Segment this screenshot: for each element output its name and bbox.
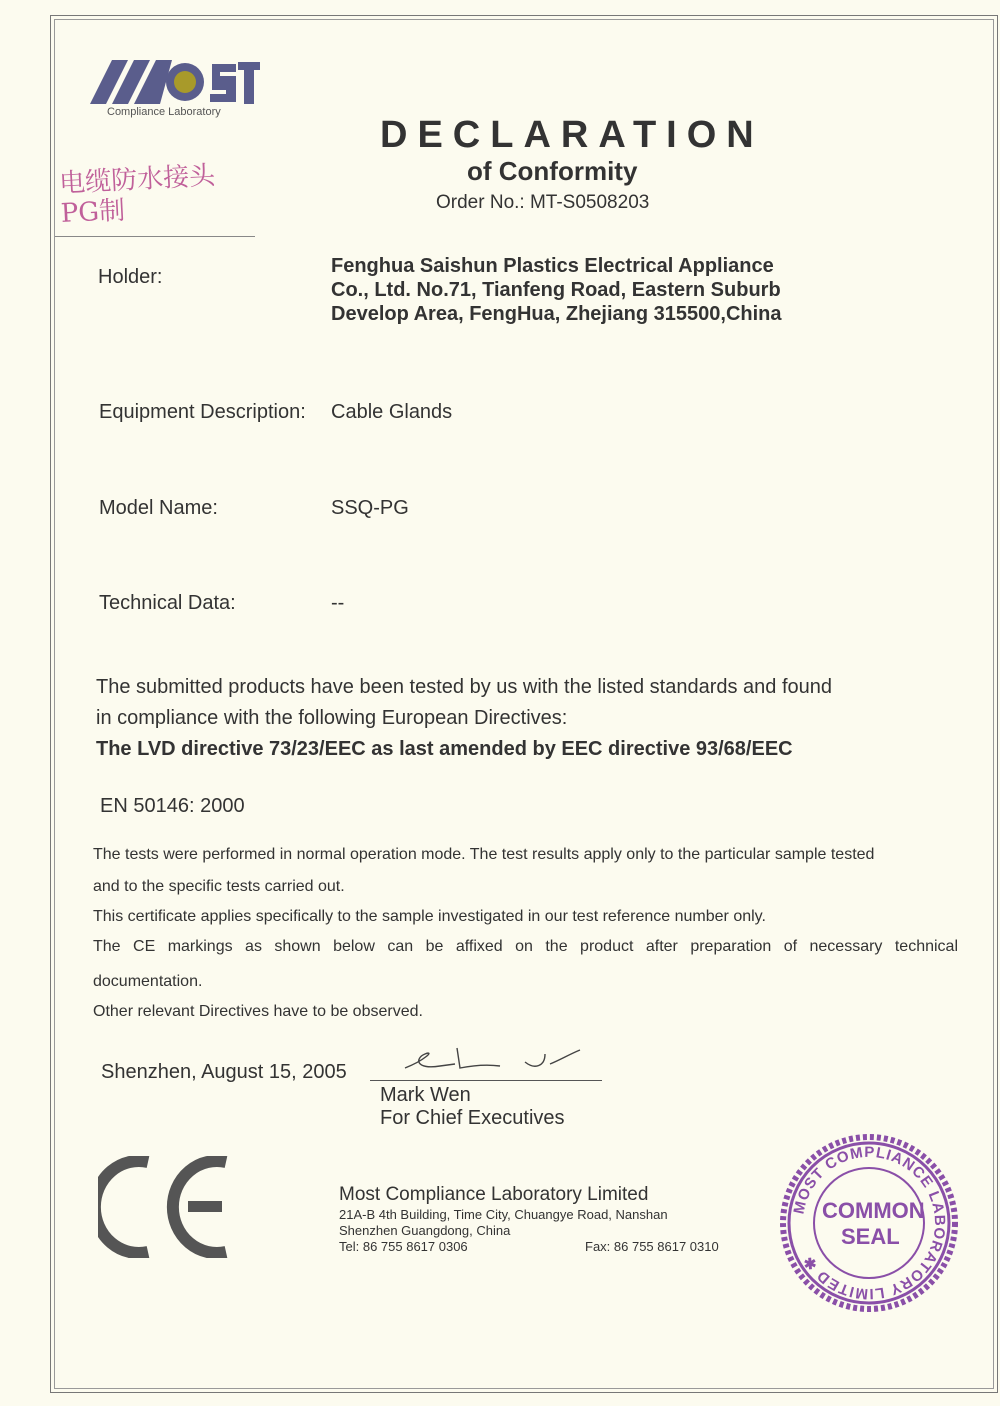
order-number: Order No.: MT-S0508203 (436, 192, 650, 213)
model-value: SSQ-PG (331, 497, 409, 519)
logo-subtitle: Compliance Laboratory (107, 106, 221, 118)
note-line: The tests were performed in normal operation mode. The test results apply only to the particular sample tested (93, 846, 875, 863)
technical-data-value: -- (331, 592, 345, 614)
svg-text:MOST COMPLIANCE LABORATORY LIM: MOST COMPLIANCE LABORATORY LIMITED ✱ (790, 1143, 949, 1303)
company-tel: Tel: 86 755 8617 0306 (339, 1239, 468, 1254)
holder-label: Holder: (98, 266, 163, 288)
company-address2: Shenzhen Guangdong, China (339, 1223, 511, 1238)
place-date: Shenzhen, August 15, 2005 (101, 1061, 347, 1083)
statement-line1: The submitted products have been tested by us with the listed standards and found (96, 676, 833, 698)
directive: The LVD directive 73/23/EEC as last amended by EEC directive 93/68/EEC (96, 738, 793, 760)
document-title: DECLARATION (380, 114, 764, 156)
signature (395, 1040, 595, 1076)
holder-value: Fenghua Saishun Plastics Electrical Appliance Co., Ltd. No.71, Tianfeng Road, Eastern Suburb Develop Area, FengHua, Zhejiang 315500,China (331, 255, 782, 325)
note-line: Other relevant Directives have to be observed. (93, 1003, 423, 1020)
common-seal (778, 1132, 960, 1314)
model-label: Model Name: (99, 497, 218, 519)
seal-center: COMMON (822, 1198, 925, 1223)
signature-line (370, 1080, 602, 1081)
company-name: Most Compliance Laboratory Limited (339, 1184, 649, 1205)
document-subtitle: of Conformity (467, 156, 638, 186)
statement-line2: in compliance with the following European Directives: (96, 707, 568, 729)
compliance-statement (96, 672, 832, 765)
signatory-name: Mark Wen (380, 1084, 471, 1106)
equipment-label: Equipment Description: (99, 401, 306, 423)
equipment-value: Cable Glands (331, 401, 453, 423)
note-line: documentation. (93, 973, 203, 990)
note-line: and to the specific tests carried out. (93, 878, 345, 895)
note-underline (55, 236, 255, 237)
ce-mark (98, 1156, 230, 1258)
standard: EN 50146: 2000 (100, 795, 245, 817)
signatory-title: For Chief Executives (380, 1107, 565, 1129)
seal-center2: SEAL (841, 1224, 900, 1249)
note-line: The CE markings as shown below can be affixed on the product after preparation of necessary technical (93, 938, 959, 955)
note-line: This certificate applies specifically to the sample investigated in our test reference number only. (93, 908, 766, 925)
handwritten-note: 电缆防水接头 PG制 (58, 160, 216, 230)
technical-data-label: Technical Data: (99, 592, 236, 614)
company-address1: 21A-B 4th Building, Time City, Chuangye Road, Nanshan (339, 1207, 668, 1222)
company-fax: Fax: 86 755 8617 0310 (585, 1239, 719, 1254)
